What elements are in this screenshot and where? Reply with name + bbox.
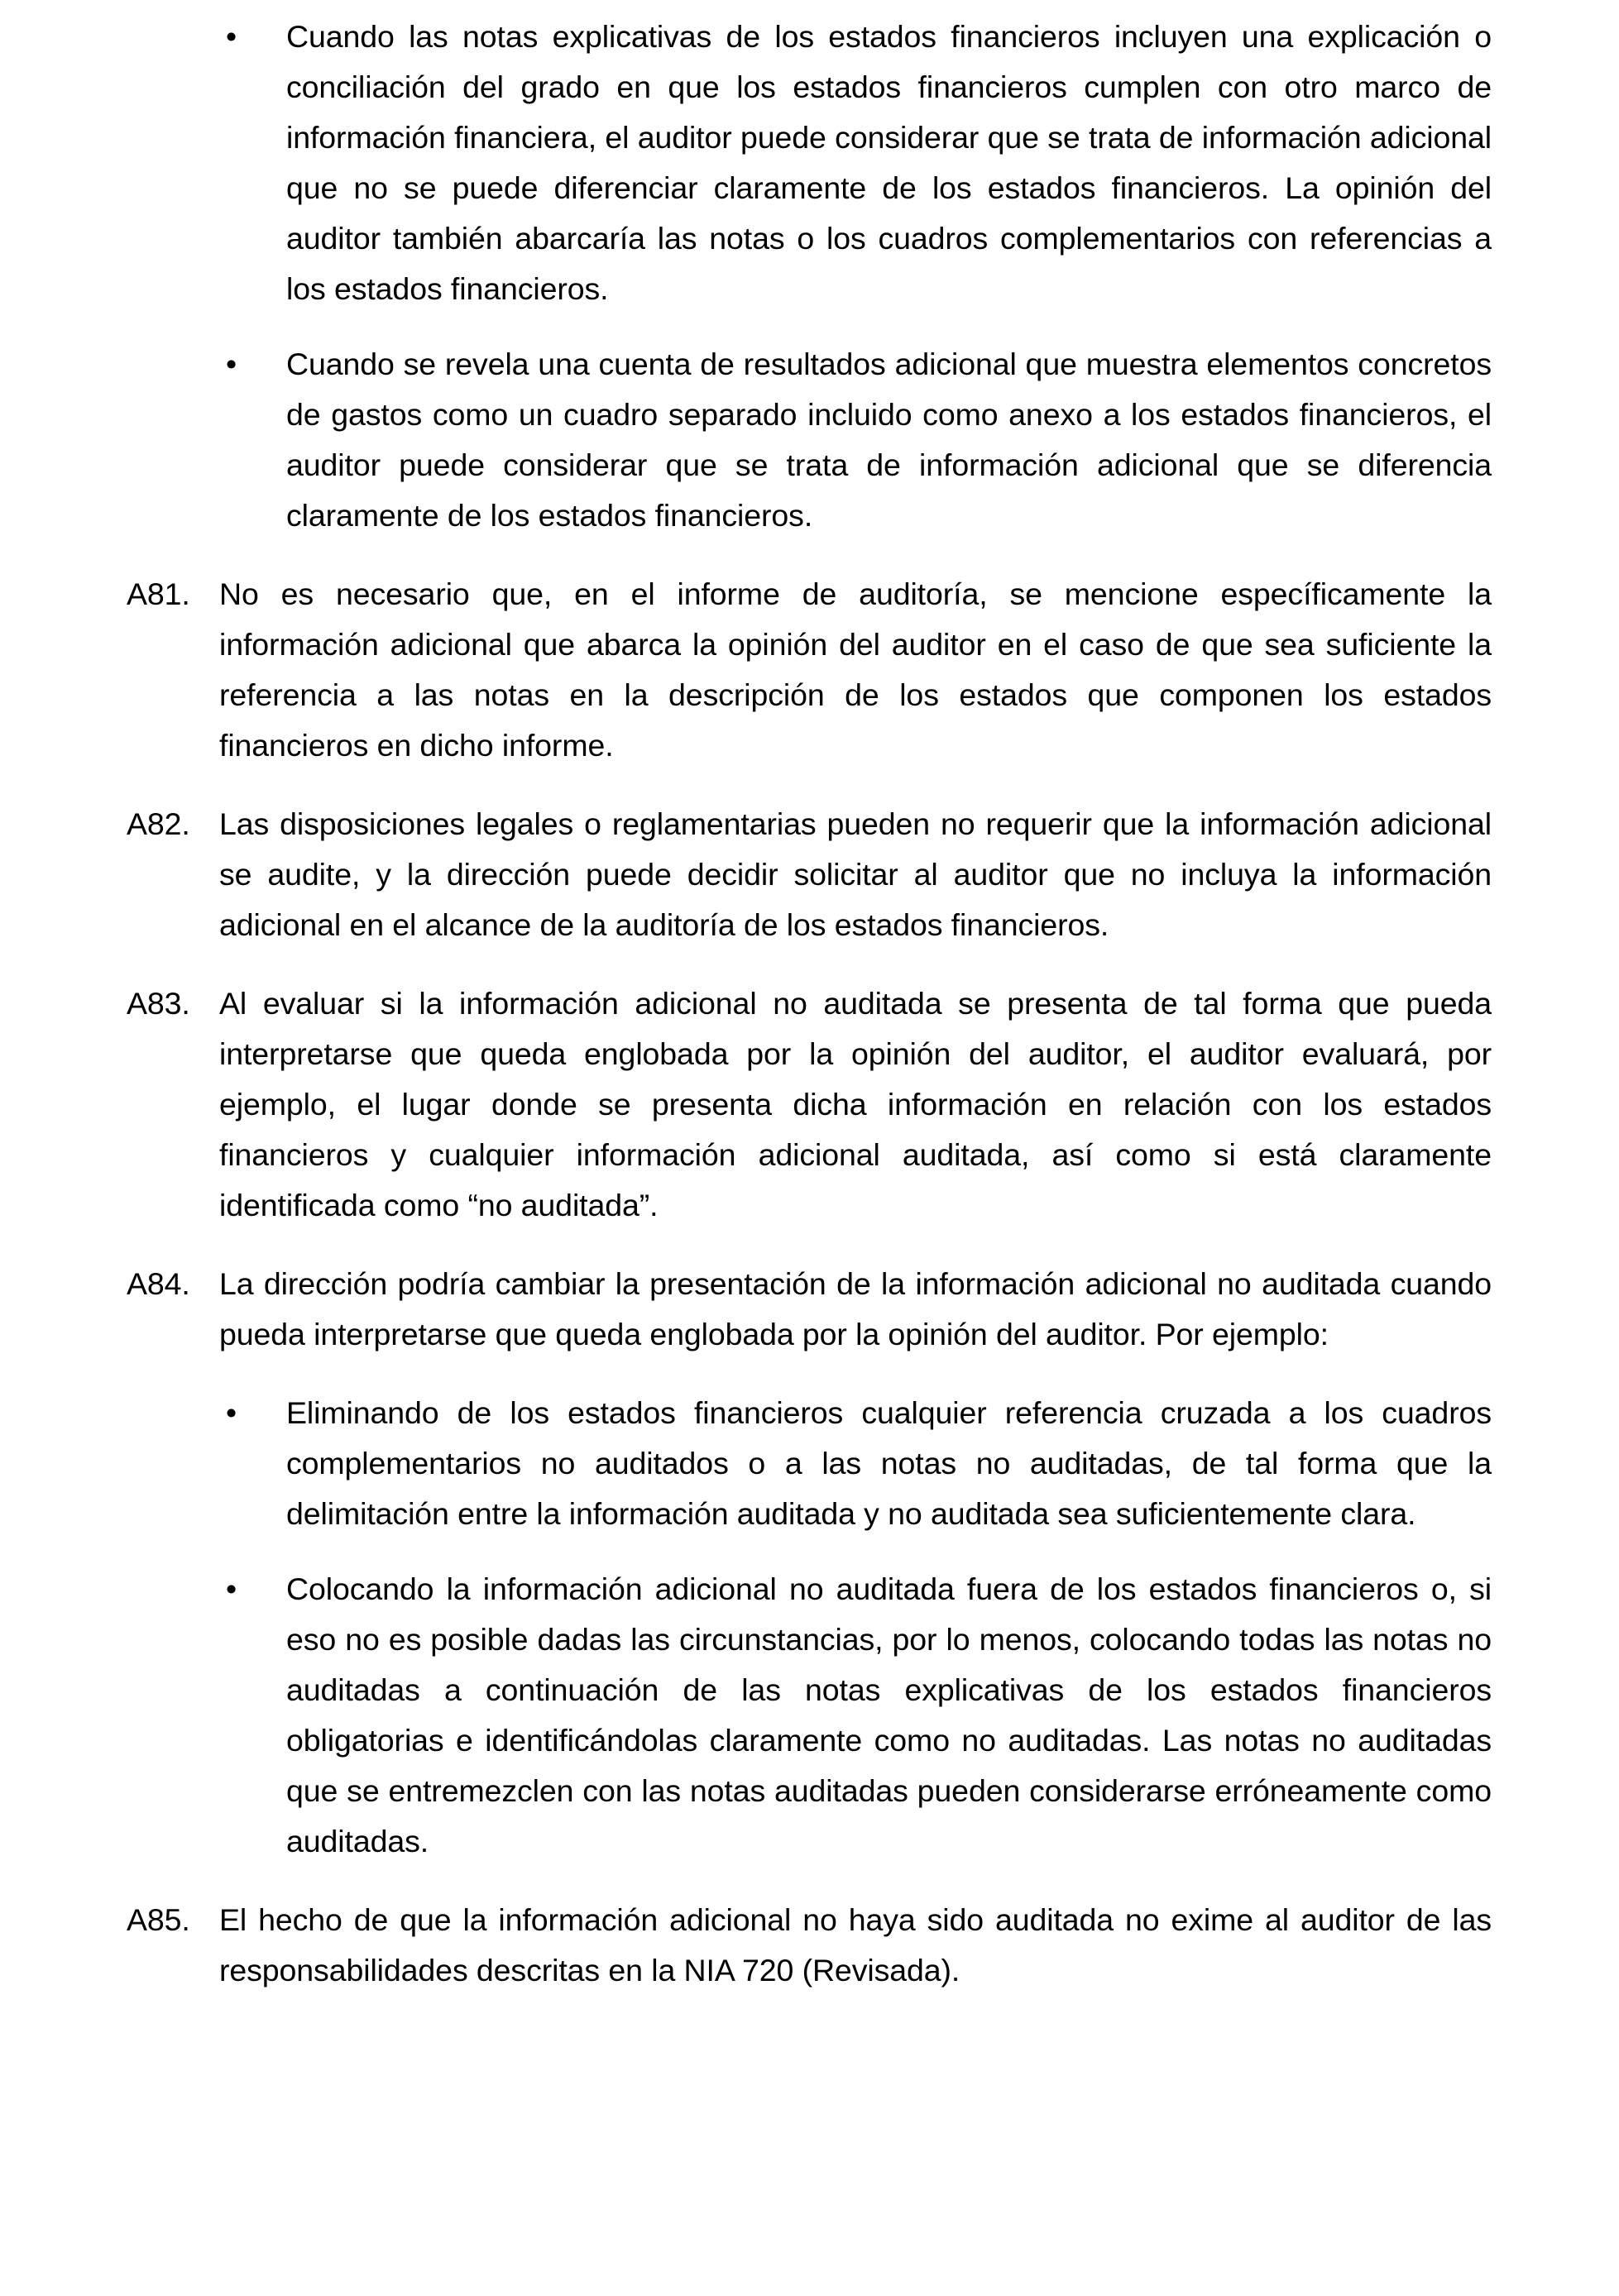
paragraph-a82 <box>127 799 1492 950</box>
paragraph-text: El hecho de que la información adicional no haya sido auditada no exime al auditor de las responsabilidades descritas en la NIA 720 (Revisada). <box>219 1902 1492 1987</box>
paragraph-a84 <box>127 1259 1492 1360</box>
paragraph-text: La dirección podría cambiar la presentación de la información adicional no auditada cuando pueda interpretarse que queda englobada por la opinión del auditor. Por ejemplo: <box>219 1266 1492 1351</box>
list-item-text: Eliminando de los estados financieros cualquier referencia cruzada a los cuadros complementarios no auditados o a las notas no auditadas, de tal forma que la delimitación entre la información auditada y no auditada sea suficientemente clara. <box>286 1395 1492 1531</box>
list-item <box>127 1388 1492 1539</box>
paragraph-a81 <box>127 569 1492 771</box>
paragraph-label: A81. <box>127 576 190 611</box>
bullet-group-a84 <box>127 1388 1492 1867</box>
paragraph-text: No es necesario que, en el informe de auditoría, se mencione específicamente la información adicional que abarca la opinión del auditor en el caso de que sea suficiente la referencia a las notas en la descripción de los estados que componen los estados financieros en dicho informe. <box>219 576 1492 763</box>
paragraph-a85 <box>127 1895 1492 1996</box>
list-item-text: Cuando se revela una cuenta de resultados adicional que muestra elementos concretos de gastos como un cuadro separado incluido como anexo a los estados financieros, el auditor puede considerar que se trata de información adicional que se diferencia claramente de los estados financieros. <box>286 347 1492 533</box>
paragraph-a83 <box>127 978 1492 1231</box>
paragraph-text: Las disposiciones legales o reglamentarias pueden no requerir que la información adicional se audite, y la dirección puede decidir solicitar al auditor que no incluya la información adicional en el alcance de la auditoría de los estados financieros. <box>219 806 1492 942</box>
list-item-text: Colocando la información adicional no auditada fuera de los estados financieros o, si eso no es posible dadas las circunstancias, por lo menos, colocando todas las notas no auditadas a continuación de las notas explicativas de los estados financieros obligatorias e identificándolas claramente como no auditadas. Las notas no auditadas que se entremezclen con las notas auditadas pueden considerarse erróneamente como auditadas. <box>286 1571 1492 1858</box>
page-content <box>127 12 1492 2024</box>
list-item-text: Cuando las notas explicativas de los estados financieros incluyen una explicación o conciliación del grado en que los estados financieros cumplen con otro marco de información financiera, el auditor puede considerar que se trata de información adicional que no se puede diferenciar claramente de los estados financieros. La opinión del auditor también abarcaría las notas o los cuadros complementarios con referencias a los estados financieros. <box>286 19 1492 306</box>
bullet-point-icon: • <box>226 347 237 381</box>
bullet-point-icon: • <box>226 1395 237 1430</box>
paragraph-text: Al evaluar si la información adicional no auditada se presenta de tal forma que pueda interpretarse que queda englobada por la opinión del auditor, el auditor evaluará, por ejemplo, el lugar donde se presenta dicha información en relación con los estados financieros y cualquier información adicional auditada, así como si está claramente identificada como “no auditada”. <box>219 986 1492 1222</box>
bullet-group-top <box>127 12 1492 541</box>
paragraph-label: A83. <box>127 986 190 1021</box>
bullet-point-icon: • <box>226 1571 237 1606</box>
list-item <box>127 339 1492 541</box>
bullet-point-icon: • <box>226 19 237 54</box>
paragraph-label: A85. <box>127 1902 190 1937</box>
list-item <box>127 12 1492 314</box>
paragraph-label: A84. <box>127 1266 190 1301</box>
list-item <box>127 1564 1492 1867</box>
paragraph-label: A82. <box>127 806 190 841</box>
